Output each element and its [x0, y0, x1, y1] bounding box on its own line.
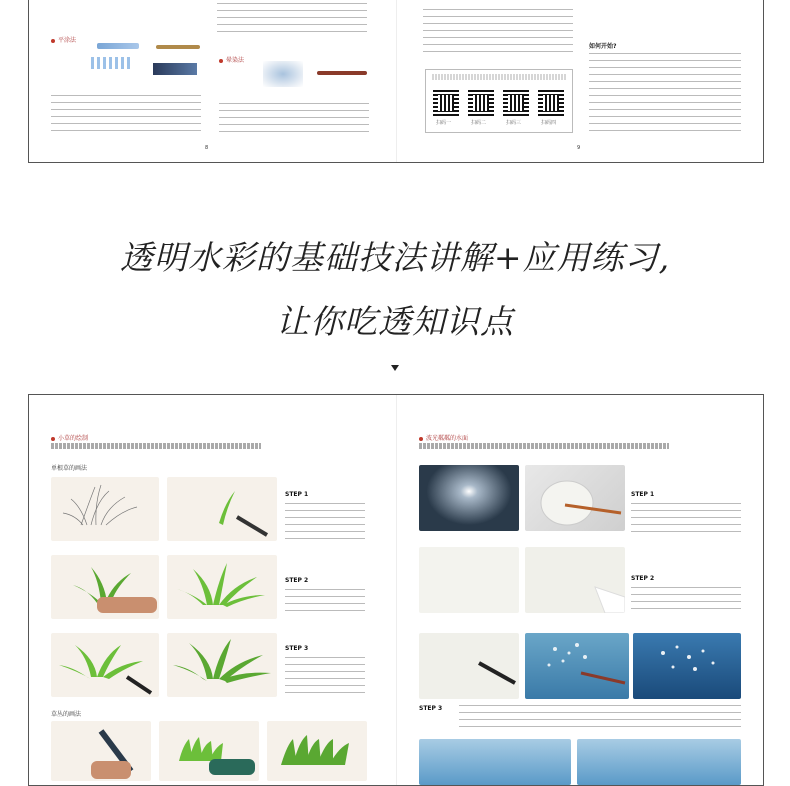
- water-result-photo: [577, 739, 741, 785]
- left-caption-text: [51, 95, 201, 131]
- step-text: [631, 587, 741, 611]
- qr-code-box: [425, 69, 573, 133]
- grass-blade-drawing: [167, 477, 277, 541]
- step-label: STEP 2: [631, 575, 655, 582]
- paper-drawing: [525, 547, 625, 613]
- brush-drawing: [419, 633, 519, 699]
- step-text: [459, 705, 741, 727]
- grass-drawing: [167, 633, 277, 697]
- bottom-book-spread: [28, 394, 764, 786]
- bullet-icon: [419, 437, 423, 441]
- grass-cluster-drawing: [267, 721, 367, 781]
- qr-label: 扫码三: [506, 120, 522, 126]
- water-result-photo: [419, 739, 571, 785]
- step-label: STEP 2: [285, 577, 309, 584]
- page-number-left: 8: [205, 145, 209, 151]
- grass-drawing: [167, 555, 277, 619]
- spread-gutter: [396, 395, 397, 785]
- step-label: STEP 1: [285, 491, 309, 498]
- grass-photo: [51, 633, 159, 697]
- water-reference-photo: [419, 465, 519, 531]
- grass-photo: [167, 633, 277, 697]
- section-grass: 小草的绘制: [51, 433, 88, 442]
- how-to-start-heading: 如何开始?: [589, 43, 617, 50]
- grass-drawing: [51, 555, 159, 619]
- masked-paper-photo: [525, 547, 625, 613]
- qr-label: 扫码二: [471, 120, 487, 126]
- water-painting-photo: [419, 633, 519, 699]
- blue-stroke-swatch: [97, 43, 139, 49]
- blue-dots-swatch: [91, 57, 133, 69]
- grass-cluster-photo: [51, 721, 151, 781]
- grass-cluster-photo: [159, 721, 259, 781]
- grass-sketch-drawing: [51, 477, 159, 541]
- slogan-line-2: 让你吃透知识点: [276, 302, 514, 341]
- right-body-text: [423, 9, 573, 53]
- step-text: [285, 503, 365, 539]
- fan-brush-image: [317, 71, 367, 75]
- page-number-right: 9: [577, 145, 581, 151]
- qr-code: [503, 90, 529, 116]
- bullet-icon: [51, 39, 55, 43]
- bullet-icon: [219, 59, 223, 63]
- masking-fluid-photo: [525, 465, 625, 531]
- step-label: STEP 1: [631, 491, 655, 498]
- qr-code: [538, 90, 564, 116]
- section-water: 波光粼粼的水面: [419, 433, 468, 442]
- how-to-start-text: [589, 53, 741, 133]
- qr-label: 扫码四: [541, 120, 557, 126]
- brush-drawing: [51, 721, 151, 781]
- qr-box-caption: [432, 74, 566, 80]
- step-label: STEP 3: [285, 645, 309, 652]
- section-flat-wash: 平涂法: [51, 35, 76, 44]
- sparkle-drawing: [633, 633, 741, 699]
- grass-photo: [167, 555, 277, 619]
- qr-label: 扫码一: [436, 120, 452, 126]
- grass-cluster-drawing: [159, 721, 259, 781]
- step-text: [285, 589, 365, 613]
- blue-wash-photo: [525, 633, 629, 699]
- spread-gutter: [396, 0, 397, 162]
- flat-brush-image: [153, 63, 197, 75]
- water-intro-text: [419, 443, 669, 449]
- grass-brush-photo: [167, 477, 277, 541]
- brush-image: [156, 45, 200, 49]
- qr-code: [468, 90, 494, 116]
- slogan-line-1: 透明水彩的基础技法讲解+应用练习,: [119, 238, 671, 277]
- grass-cluster-photo: [267, 721, 367, 781]
- middle-caption-text: [219, 103, 369, 133]
- grass-drawing: [51, 633, 159, 697]
- blue-wash-photo: [633, 633, 741, 699]
- grass-sketch-photo: [51, 477, 159, 541]
- top-book-spread: [28, 0, 764, 163]
- sparkle-drawing: [525, 633, 629, 699]
- jar-drawing: [525, 465, 625, 531]
- down-arrow-icon: [391, 365, 399, 371]
- left-body-text: [217, 3, 367, 33]
- gradient-wash-swatch: [263, 61, 303, 87]
- masked-paper-photo: [419, 547, 519, 613]
- step-text: [285, 657, 365, 693]
- sub-single-blade: 单根草的画法: [51, 465, 88, 472]
- step-label: STEP 3: [419, 705, 443, 712]
- step-text: [631, 503, 741, 533]
- bullet-icon: [51, 437, 55, 441]
- section-gradient-wash: 晕染法: [219, 55, 244, 64]
- grass-intro-text: [51, 443, 261, 449]
- sub-grass-cluster: 草丛的画法: [51, 711, 82, 718]
- grass-photo: [51, 555, 159, 619]
- qr-code: [433, 90, 459, 116]
